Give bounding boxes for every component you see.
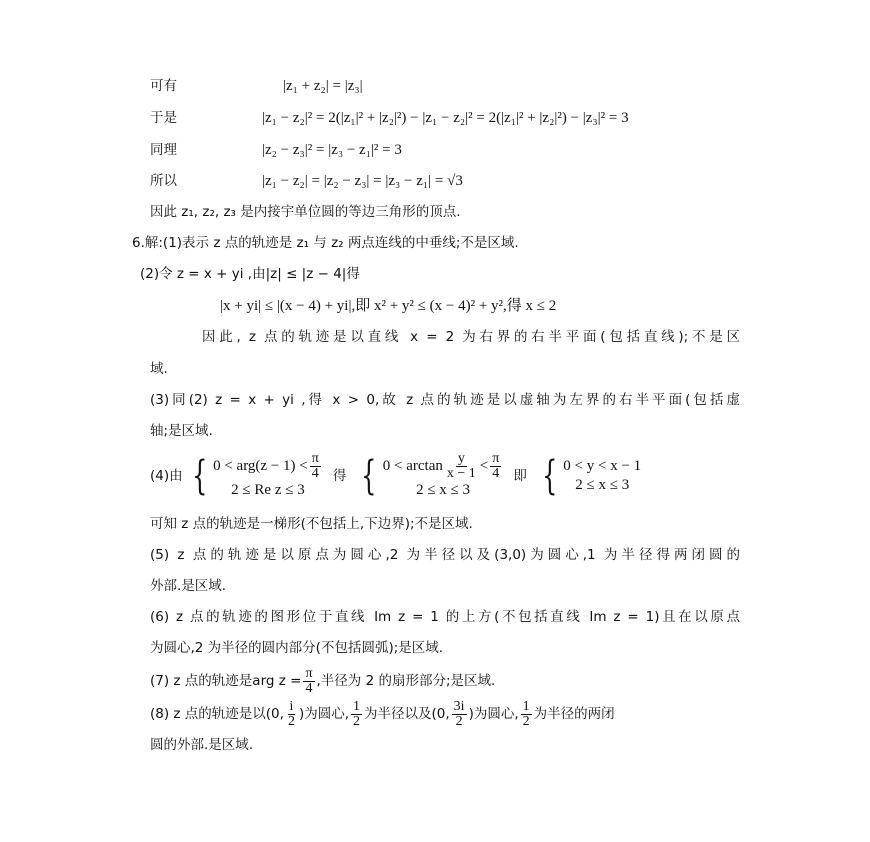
formula-line: |z₁ − z₂| = |z₂ − z₃| = |z₃ − z₁| = √3 [262,173,463,189]
den: 4 [305,680,313,696]
lt: < [479,457,489,474]
text: 为半径以及(0, [364,706,450,722]
text-line-8 [150,697,615,731]
label-tongli: 同理 [150,142,177,158]
fraction [490,452,501,481]
formula-line: |z₁ − z₂|² = 2(|z₁|² + |z₂|²) − |z₁ − z₂|² = 2(|z₁|² + |z₂|²) − |z₃|² = 3 [262,110,629,126]
system-1 [187,452,323,500]
sys1-row2: 2 ≤ Re z ≤ 3 [231,482,305,498]
fraction [286,700,297,729]
num: π [311,451,319,466]
label-yushi: 于是 [150,110,177,126]
den: 2 [455,713,463,729]
den: 4 [311,466,319,481]
num: y [457,451,465,466]
sys1-row1-text: 0 < arg(z − 1) < [213,457,308,474]
sys2-row1 [383,452,504,481]
text-line: 可知 z 点的轨迹是一梯形(不包括上,下边界);不是区域. [150,516,473,532]
fraction [445,452,478,481]
prefix: (4)由 [150,468,183,484]
text-line: (3)同(2) z = x + yi ,得 x > 0,故 z 点的轨迹是以虚轴为左界的右半平面(包括虚 [150,392,740,408]
text-line: (2)令 z = x + yi ,由|z| ≤ |z − 4|得 [140,266,360,282]
fraction [351,700,362,729]
label-keyou: 可有 [150,78,177,94]
sys1-row1 [213,452,323,481]
text-line: 因此, z 点的轨迹是以直线 x = 2 为右界的右半平面(包括直线);不是区 [202,329,740,345]
num: 1 [522,698,530,714]
system-2 [356,452,503,500]
fraction [310,452,321,481]
brace-icon: { [541,453,558,499]
text-line: 因此 z₁, z₂, z₃ 是内接宇单位圆的等边三角形的顶点. [150,204,461,220]
sys3-row2: 2 ≤ x ≤ 3 [575,477,630,493]
text: 为半径的两闭 [533,706,615,722]
text: (7) z 点的轨迹是arg z = [150,673,302,689]
system-3 [537,453,642,499]
label-suoyi: 所以 [150,173,177,189]
text-line: 为圆心,2 为半径的圆内部分(不包括圆弧);是区域. [150,640,444,656]
num: π [492,451,500,466]
text: )为圆心, [298,706,350,722]
text-line: (5) z 点的轨迹是以原点为圆心,2 为半径以及(3,0)为圆心,1 为半径得两闭圆的 [150,547,740,563]
text-line: 圆的外部.是区域. [150,737,254,753]
text-line: 外部.是区域. [150,578,227,594]
formula-line: |z₂ − z₃|² = |z₃ − z₁|² = 3 [262,142,402,158]
sys3-row1: 0 < y < x − 1 [563,458,642,474]
den: 4 [492,466,500,481]
brace-icon: { [191,453,207,499]
fraction [303,667,314,696]
text-line: 6.解:(1)表示 z 点的轨迹是 z₁ 与 z₂ 两点连线的中垂线;不是区域. [132,235,519,251]
sys2-row1-text: 0 < arctan [382,457,443,474]
text-line: 域. [150,361,168,377]
text-line: 轴;是区域. [150,423,213,439]
word-de: 得 [332,468,347,484]
sys2-row2: 2 ≤ x ≤ 3 [416,482,471,498]
word-ji: 即 [513,468,527,484]
formula-line: |z₁ + z₂| = |z₃| [283,78,363,94]
den: x − 1 [446,466,476,481]
brace-icon: { [361,453,377,499]
text-line: (6) z 点的轨迹的图形位于直线 Im z = 1 的上方(不包括直线 Im z = 1)且在以原点 [150,609,740,625]
num: 3i [453,698,465,714]
den: 2 [287,713,295,729]
num: π [305,665,313,681]
inequality-systems-line [150,452,645,500]
text-line-7 [150,664,495,698]
den: 2 [522,713,530,729]
fraction [452,700,467,729]
text: )为圆心, [468,706,519,722]
fraction [521,700,532,729]
text: (8) z 点的轨迹是以(0, [150,706,284,722]
num: 1 [353,698,361,714]
den: 2 [353,713,361,729]
num: i [289,698,294,714]
text: ,半径为 2 的扇形部分;是区域. [316,673,496,689]
formula-line: |x + yi| ≤ |(x − 4) + yi|,即 x² + y² ≤ (x − 4)² + y²,得 x ≤ 2 [220,298,557,314]
